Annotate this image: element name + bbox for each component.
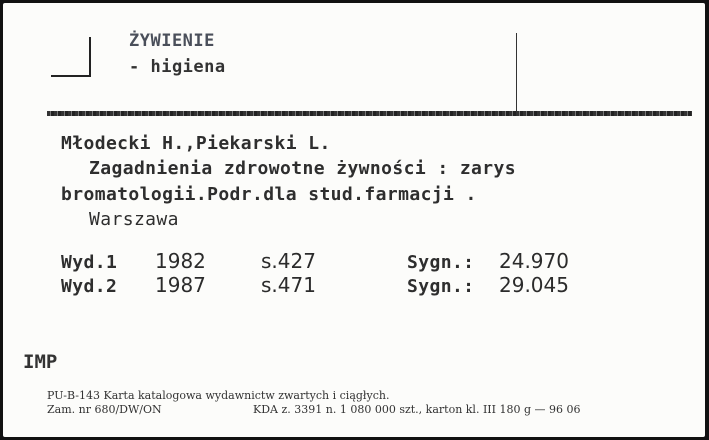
subject-subheading: - higiena xyxy=(129,57,226,77)
catalog-card xyxy=(3,3,705,437)
corner-mark xyxy=(89,37,91,77)
form-footer-order: Zam. nr 680/DW/ON xyxy=(47,403,162,416)
edition-year: 1982 xyxy=(155,249,206,273)
title-line-1: Zagadnienia zdrowotne żywności : zarys xyxy=(89,158,517,179)
location-code: IMP xyxy=(23,351,58,373)
edition-label: Wyd.2 xyxy=(61,276,118,297)
header-rule xyxy=(47,111,692,116)
subject-heading: ŻYWIENIE xyxy=(129,31,215,51)
form-footer-print-info: KDA z. 3391 n. 1 080 000 szt., karton kl. III 180 g — 96 06 xyxy=(253,403,581,416)
title-line-2: bromatologii.Podr.dla stud.farmacji . xyxy=(61,184,477,205)
signature-number: 29.045 xyxy=(499,273,569,297)
signature-number: 24.970 xyxy=(499,249,569,273)
signature-label: Sygn.: xyxy=(407,252,475,273)
corner-mark-base xyxy=(51,75,91,77)
place-line: Warszawa xyxy=(89,209,179,230)
edition-year: 1987 xyxy=(155,273,206,297)
header-divider xyxy=(516,33,517,111)
form-footer-line-1: PU-B-143 Karta katalogowa wydawnictw zwartych i ciągłych. xyxy=(47,389,390,402)
edition-label: Wyd.1 xyxy=(61,252,118,273)
author-line: Młodecki H.,Piekarski L. xyxy=(61,133,331,154)
edition-pages: s.427 xyxy=(261,249,316,273)
edition-pages: s.471 xyxy=(261,273,316,297)
signature-label: Sygn.: xyxy=(407,276,475,297)
